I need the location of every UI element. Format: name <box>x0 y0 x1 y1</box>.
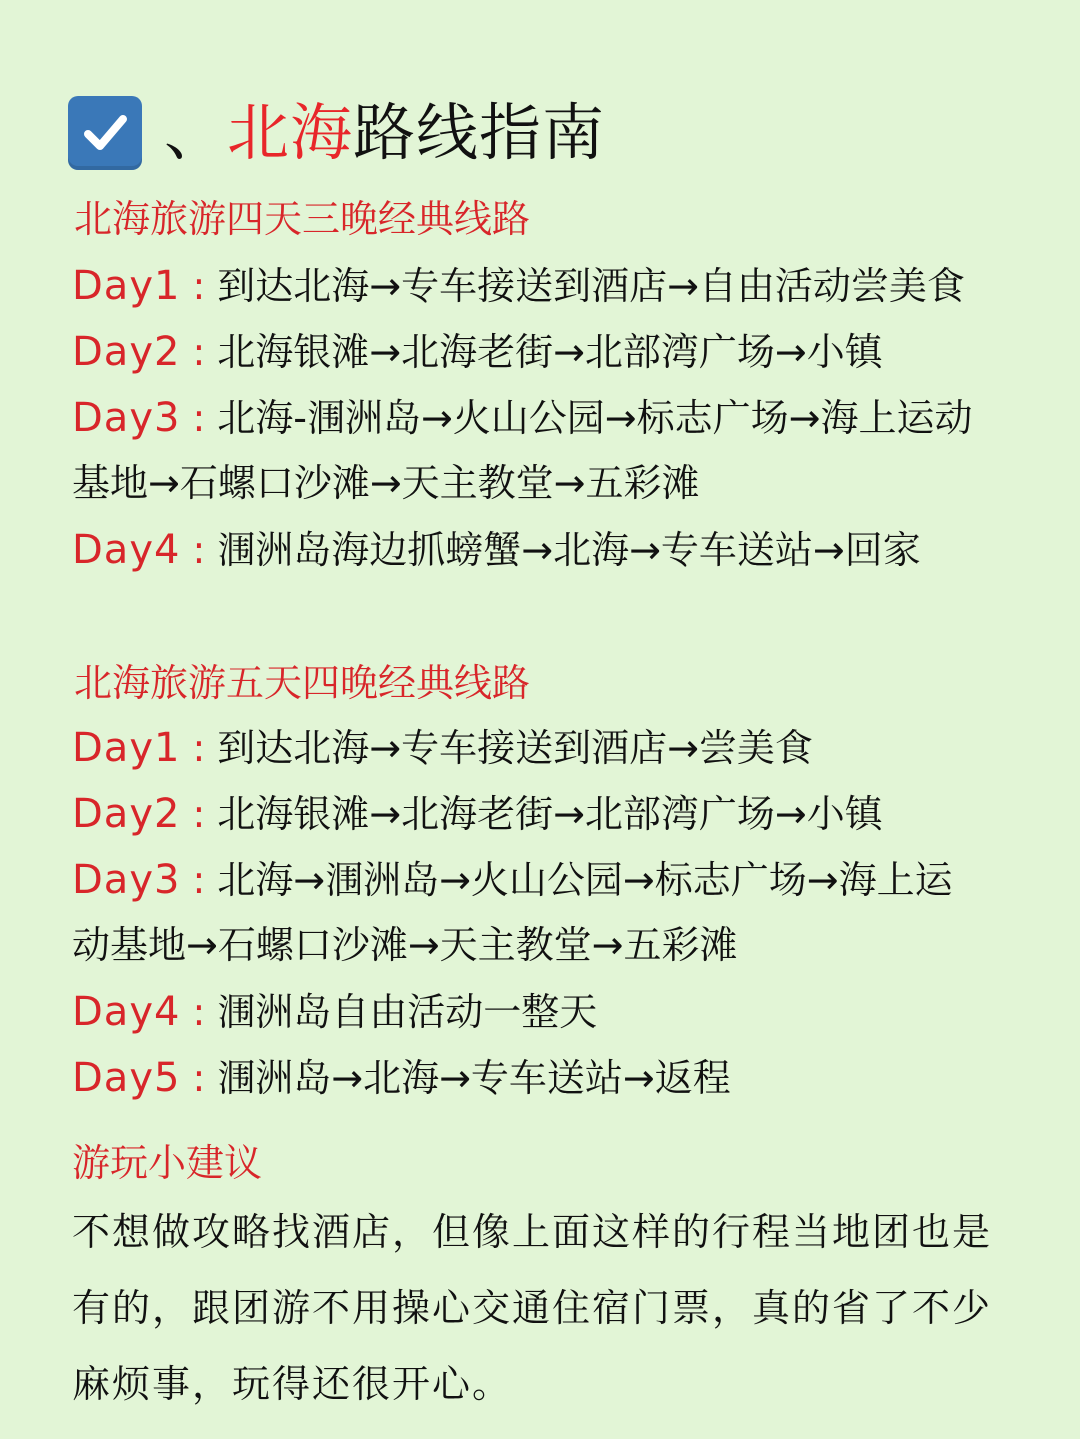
route2-day5: Day5 : 涠洲岛→北海→专车送站→返程 <box>72 1055 731 1101</box>
page-title: 、北海路线指南 <box>164 96 606 169</box>
route2-day3: Day3 : 北海→涠洲岛→火山公园→标志广场→海上运 <box>72 857 953 903</box>
title-highlight: 北海 <box>227 96 354 169</box>
route2-day4: Day4 : 涠洲岛自由活动一整天 <box>72 989 598 1035</box>
route2-day1: Day1 : 到达北海→专车接送到酒店→尝美食 <box>72 725 813 771</box>
route1-day4: Day4 : 涠洲岛海边抓螃蟹→北海→专车送站→回家 <box>72 527 921 573</box>
title-rest: 路线指南 <box>353 96 606 169</box>
tips-body: 不想做攻略找酒店，但像上面这样的行程当地团也是有的，跟团游不用操心交通住宿门票，真的省了不少麻烦事，玩得还很开心。 <box>72 1210 993 1406</box>
route1-day3: Day3 : 北海-涠洲岛→火山公园→标志广场→海上运动 <box>72 395 973 441</box>
route2-day3-continued: 动基地→石螺口沙滩→天主教堂→五彩滩 <box>72 923 738 967</box>
route2-day2: Day2 : 北海银滩→北海老街→北部湾广场→小镇 <box>72 791 883 837</box>
title-row <box>68 88 605 178</box>
route2-heading: 北海旅游五天四晚经典线路 <box>74 661 531 705</box>
route1-day3-continued: 基地→石螺口沙滩→天主教堂→五彩滩 <box>72 461 700 505</box>
route1-heading: 北海旅游四天三晚经典线路 <box>74 197 531 241</box>
route1-day1: Day1 : 到达北海→专车接送到酒店→自由活动尝美食 <box>72 263 965 309</box>
checkbox-checked-icon <box>68 96 142 170</box>
tips-heading: 游玩小建议 <box>72 1141 263 1185</box>
route1-day2: Day2 : 北海银滩→北海老街→北部湾广场→小镇 <box>72 329 883 375</box>
